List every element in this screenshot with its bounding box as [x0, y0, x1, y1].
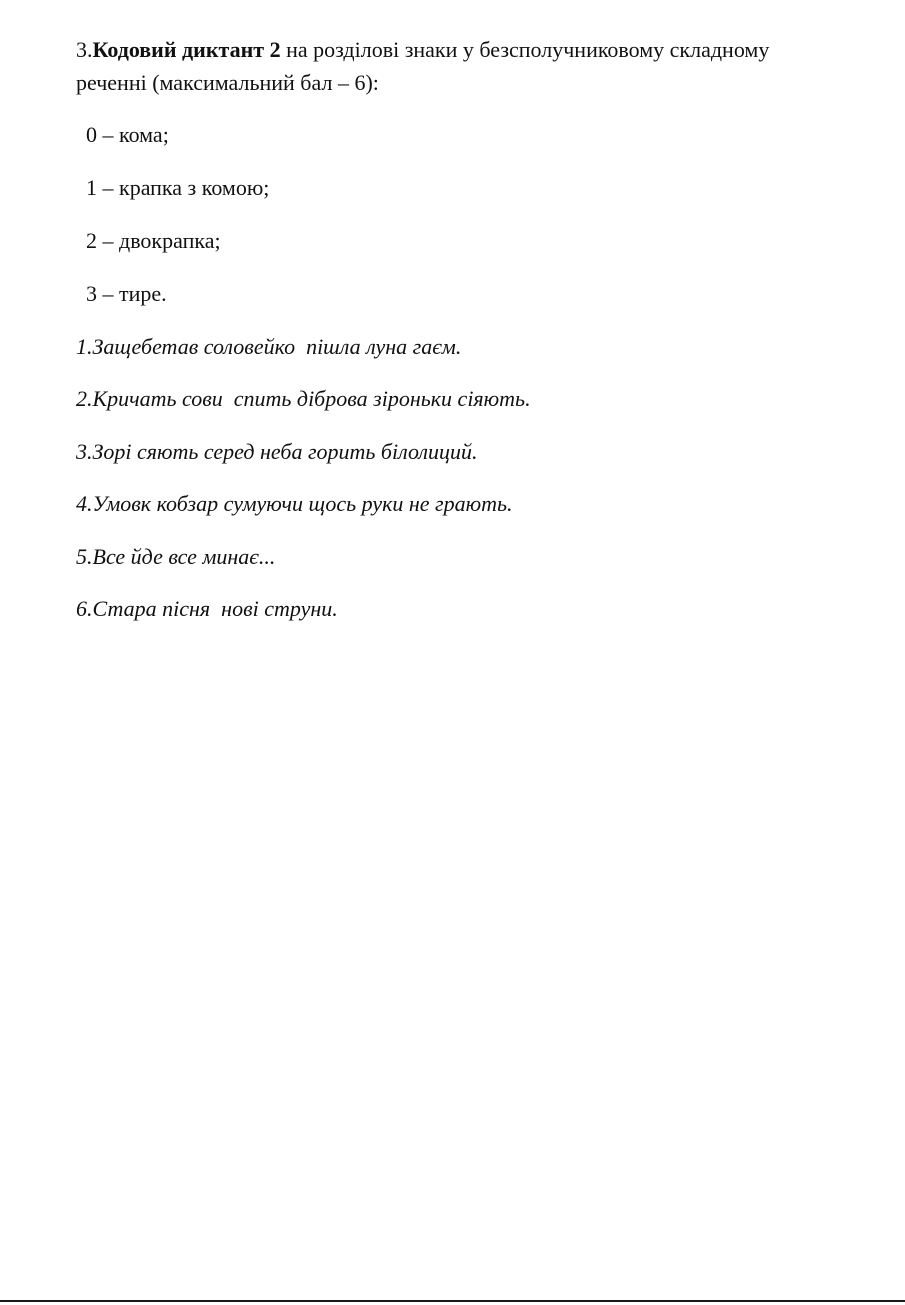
page-bottom-divider — [0, 1300, 905, 1302]
sentence-1: 1.Защебетав соловейко пішла луна гаєм. — [76, 334, 462, 359]
task-number: 3. — [76, 37, 93, 62]
punctuation-code-list — [86, 118, 269, 330]
sentence-4: 4.Умовк кобзар сумуючи щось руки не грають. — [76, 491, 513, 517]
code-item-dash: 3 – тире. — [86, 281, 167, 306]
sentence-3: 3.Зорі сяють серед неба горить білолиций. — [76, 438, 478, 464]
sentence-5: 5.Все йде все минає... — [76, 543, 276, 569]
task-heading — [76, 33, 836, 99]
sentence-2: 2.Кричать сови спить діброва зіроньки сіяють. — [76, 386, 531, 412]
task-title: Кодовий диктант 2 — [92, 37, 281, 62]
code-item-semicolon: 1 – крапка з комою; — [86, 175, 270, 200]
sentence-6: 6.Стара пісня нові струни. — [76, 595, 338, 621]
code-item-comma: 0 – кома; — [86, 122, 169, 147]
task-description: на розділові знаки у безсполучниковому складному реченні (максимальний бал – 6): — [76, 37, 770, 95]
dictation-sentences — [76, 330, 531, 644]
code-item-colon: 2 – двокрапка; — [86, 228, 221, 253]
